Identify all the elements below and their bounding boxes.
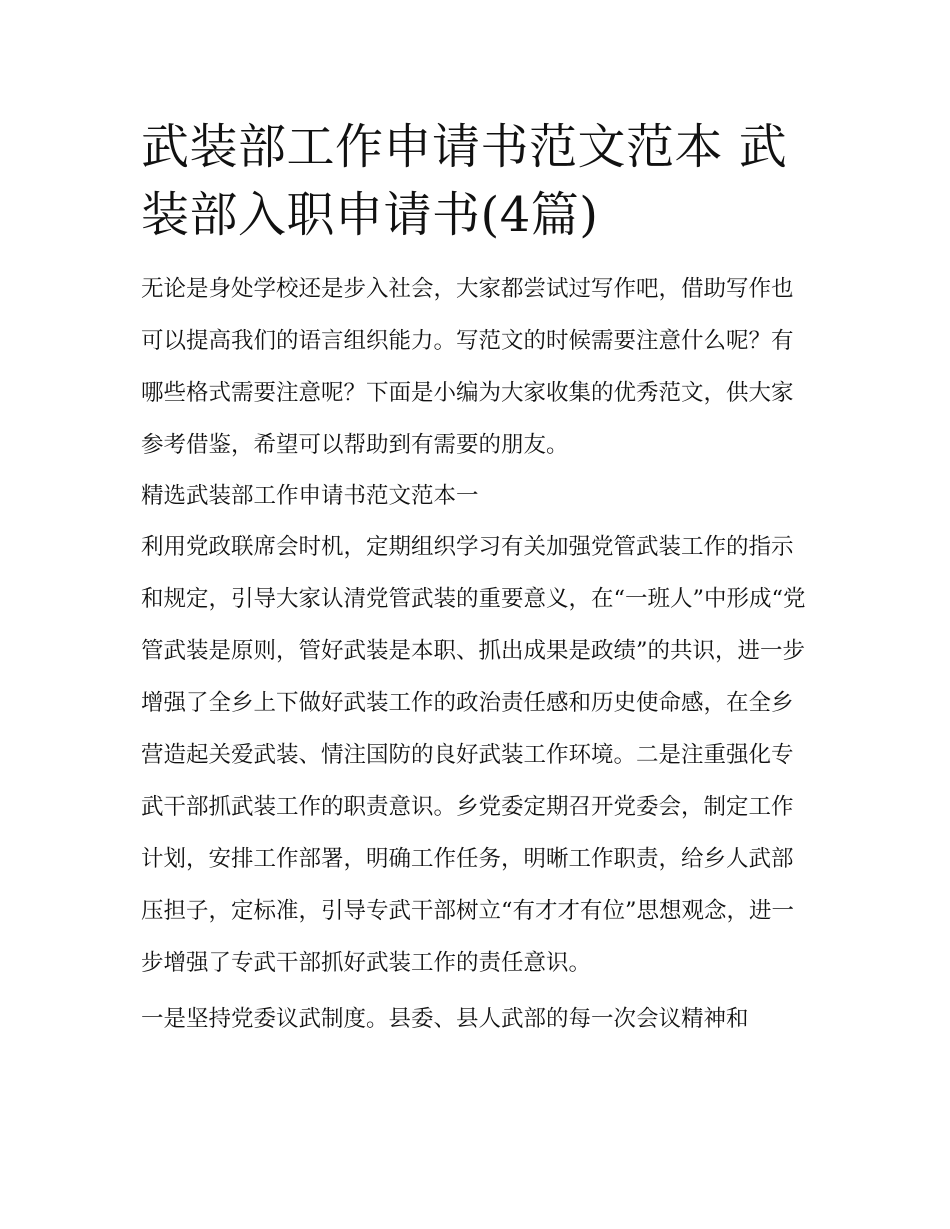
intro-paragraph: 无论是身处学校还是步入社会，大家都尝试过写作吧，借助写作也可以提高我们的语言组织能力。写范文的时候需要注意什么呢？有哪些格式需要注意呢？下面是小编为大家收集的优秀范文，供大家参考借鉴，希望可以帮助到有需要的朋友。	[141, 276, 794, 458]
body-paragraph: 一是坚持党委议武制度。县委、县人武部的每一次会议精神和	[141, 1006, 749, 1032]
document-body	[141, 263, 813, 1045]
section-heading: 精选武装部工作申请书范文范本一	[141, 483, 479, 509]
document-page	[141, 113, 813, 1045]
document-title: 武装部工作申请书范文范本 武装部入职申请书(4篇)	[141, 119, 788, 243]
body-paragraph: 利用党政联席会时机，定期组织学习有关加强党管武装工作的指示和规定，引导大家认清党管武装的重要意义，在“一班人”中形成“党管武装是原则，管好武装是本职、抓出成果是政绩”的共识，进一步增强了全乡上下做好武装工作的政治责任感和历史使命感，在全乡营造起关爱武装、情注国防的良好武装工作环境。二是注重强化专武干部抓武装工作的职责意识。乡党委定期召开党委会，制定工作计划，安排工作部署，明确工作任务，明晰工作职责，给乡人武部压担子，定标准，引导专武干部树立“有才才有位”思想观念，进一步增强了专武干部抓好武装工作的责任意识。	[141, 534, 806, 976]
